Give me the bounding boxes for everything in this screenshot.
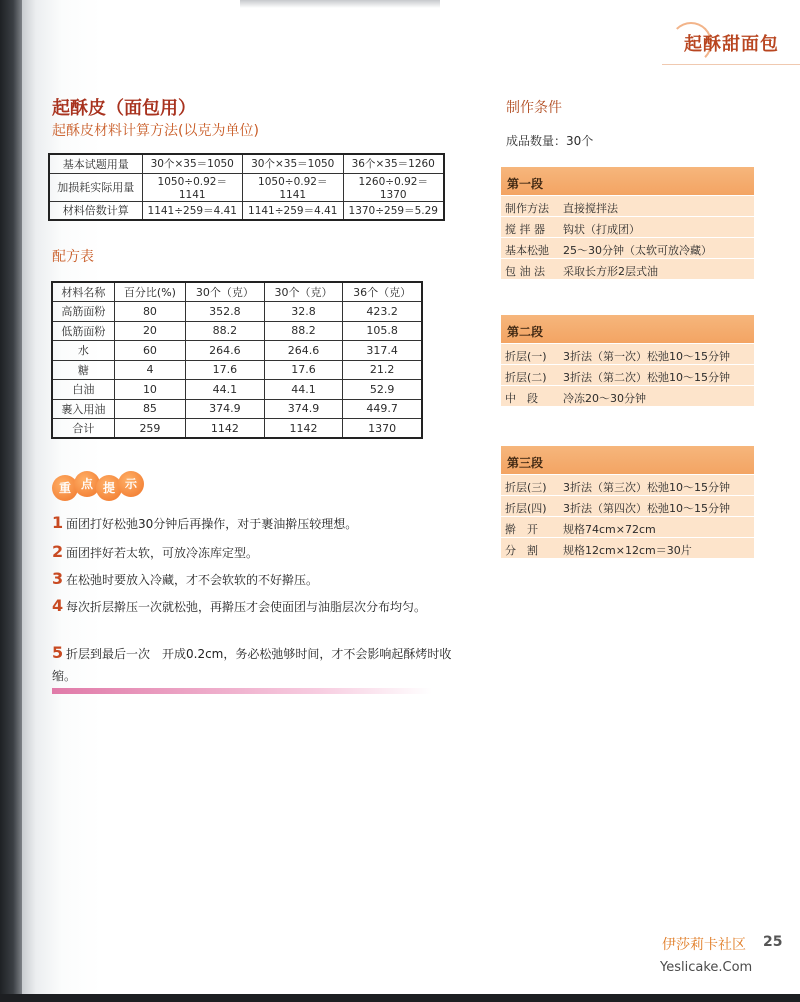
stage-value: 规格74cm×72cm [563, 523, 656, 536]
calc-table [48, 153, 445, 221]
page-bottom-edge [0, 994, 800, 1002]
stage-panel [501, 167, 754, 279]
stage-heading: 第一段 [501, 167, 754, 195]
table-cell: 44.1 [264, 380, 343, 400]
stage-key: 折层(一) [505, 350, 547, 363]
tip-badge: 点 [74, 471, 100, 497]
table-cell: 374.9 [186, 399, 265, 419]
stage-key: 包 油 法 [505, 265, 545, 278]
stage-row [501, 216, 754, 237]
column-header: 36个（克） [343, 282, 422, 302]
tip-text: 折层到最后一次 开成0.2cm，务必松弛够时间，才不会影响起酥烤时收缩。 [52, 647, 452, 683]
table-cell: 20 [114, 321, 185, 341]
stage-row [501, 195, 754, 216]
calc-method-title: 起酥皮材料计算方法(以克为单位) [52, 123, 259, 139]
table-cell: 1142 [186, 419, 265, 439]
table-row [52, 380, 422, 400]
book-binding [0, 0, 24, 1002]
table-cell: 水 [52, 341, 114, 361]
tip-badge: 重 [52, 475, 78, 501]
stage-panel [501, 315, 754, 406]
stage-key: 折层(四) [505, 502, 547, 515]
table-cell: 1050÷0.92＝1141 [243, 173, 344, 201]
table-cell: 317.4 [343, 341, 422, 361]
table-cell: 264.6 [186, 341, 265, 361]
formula-table [51, 281, 423, 439]
table-cell: 1050÷0.92＝1141 [142, 173, 243, 201]
table-cell: 30个×35＝1050 [142, 154, 243, 173]
stage-value: 采取长方形2层式油 [563, 265, 658, 278]
tip-item [52, 642, 467, 687]
table-cell: 糖 [52, 360, 114, 380]
table-cell: 88.2 [264, 321, 343, 341]
table-cell: 10 [114, 380, 185, 400]
table-cell: 80 [114, 302, 185, 322]
tip-text: 每次折层擀压一次就松弛，再擀压才会使面团与油脂层次分布均匀。 [66, 600, 427, 614]
stage-key: 基本松弛 [505, 244, 549, 257]
table-cell: 36个×35＝1260 [343, 154, 444, 173]
table-row [52, 360, 422, 380]
tip-number: 3 [52, 569, 64, 588]
stage-heading: 第二段 [501, 315, 754, 343]
table-row [49, 154, 444, 173]
stage-value: 冷冻20～30分钟 [563, 392, 646, 405]
table-cell: 1260÷0.92＝1370 [343, 173, 444, 201]
stage-key: 折层(二) [505, 371, 547, 384]
table-cell: 白油 [52, 380, 114, 400]
table-cell: 1370÷259＝5.29 [343, 201, 444, 220]
stage-value: 3折法（第三次）松弛10～15分钟 [563, 481, 730, 494]
stage-row [501, 537, 754, 558]
table-row [49, 201, 444, 220]
stage-row [501, 364, 754, 385]
table-row [52, 419, 422, 439]
tip-number: 2 [52, 542, 64, 561]
table-cell: 352.8 [186, 302, 265, 322]
tip-item [52, 595, 467, 618]
table-cell: 低筋面粉 [52, 321, 114, 341]
table-cell: 32.8 [264, 302, 343, 322]
stage-row [501, 343, 754, 364]
table-cell: 60 [114, 341, 185, 361]
table-cell: 裹入用油 [52, 399, 114, 419]
table-cell: 30个×35＝1050 [243, 154, 344, 173]
table-cell: 449.7 [343, 399, 422, 419]
row-label: 基本试题用量 [49, 154, 142, 173]
tip-text: 面团拌好若太软，可放冷冻库定型。 [66, 546, 259, 560]
table-cell: 105.8 [343, 321, 422, 341]
formula-title: 配方表 [52, 249, 94, 265]
recipe-title: 起酥皮（面包用） [52, 98, 196, 119]
tip-number: 5 [52, 643, 64, 662]
table-cell: 85 [114, 399, 185, 419]
row-label: 加损耗实际用量 [49, 173, 142, 201]
table-cell: 合计 [52, 419, 114, 439]
row-label: 材料倍数计算 [49, 201, 142, 220]
table-cell: 259 [114, 419, 185, 439]
table-cell: 21.2 [343, 360, 422, 380]
table-header-row [52, 282, 422, 302]
stage-value: 3折法（第四次）松弛10～15分钟 [563, 502, 730, 515]
stage-row [501, 385, 754, 406]
page-number: 25 [763, 934, 783, 950]
stage-panel [501, 446, 754, 558]
stage-row [501, 516, 754, 537]
column-header: 30个（克） [186, 282, 265, 302]
table-cell: 1370 [343, 419, 422, 439]
header-divider [662, 64, 800, 65]
table-cell: 88.2 [186, 321, 265, 341]
footer-website: Yeslicake.Com [660, 960, 753, 975]
table-row [49, 173, 444, 201]
stage-row [501, 474, 754, 495]
table-cell: 44.1 [186, 380, 265, 400]
tip-badge: 提 [96, 475, 122, 501]
scan-smudge [240, 0, 440, 8]
table-row [52, 321, 422, 341]
table-cell: 264.6 [264, 341, 343, 361]
tip-item [52, 568, 467, 591]
conditions-title: 制作条件 [506, 100, 562, 116]
stage-row [501, 495, 754, 516]
tip-number: 4 [52, 596, 64, 615]
table-cell: 17.6 [186, 360, 265, 380]
tip-number: 1 [52, 513, 64, 532]
stage-value: 25～30分钟（太软可放冷藏） [563, 244, 712, 257]
column-header: 材料名称 [52, 282, 114, 302]
decorative-bar [52, 688, 432, 694]
tip-text: 面团打好松弛30分钟后再操作，对于裹油擀压较理想。 [66, 517, 358, 531]
tip-text: 在松弛时要放入冷藏，才不会软软的不好擀压。 [66, 573, 319, 587]
stage-key: 中 段 [505, 392, 538, 405]
stage-row [501, 237, 754, 258]
table-row [52, 302, 422, 322]
stage-row [501, 258, 754, 279]
table-cell: 423.2 [343, 302, 422, 322]
chapter-title: 起酥甜面包 [684, 34, 779, 55]
column-header: 百分比(%) [114, 282, 185, 302]
stage-value: 直接搅拌法 [563, 202, 618, 215]
table-cell: 374.9 [264, 399, 343, 419]
stage-key: 搅 拌 器 [505, 223, 545, 236]
column-header: 30个（克） [264, 282, 343, 302]
stage-key: 擀 开 [505, 523, 538, 536]
table-cell: 17.6 [264, 360, 343, 380]
stage-key: 分 割 [505, 544, 538, 557]
table-cell: 1141÷259＝4.41 [243, 201, 344, 220]
stage-value: 规格12cm×12cm＝30片 [563, 544, 692, 557]
table-cell: 1142 [264, 419, 343, 439]
table-row [52, 399, 422, 419]
stage-value: 3折法（第一次）松弛10～15分钟 [563, 350, 730, 363]
table-cell: 4 [114, 360, 185, 380]
stage-value: 钩状（打成团） [563, 223, 640, 236]
table-cell: 52.9 [343, 380, 422, 400]
table-cell: 高筋面粉 [52, 302, 114, 322]
footer-brand: 伊莎莉卡社区 [662, 937, 746, 953]
tip-badge: 示 [118, 471, 144, 497]
stage-value: 3折法（第二次）松弛10～15分钟 [563, 371, 730, 384]
tip-item [52, 512, 467, 535]
stage-key: 制作方法 [505, 202, 549, 215]
stage-key: 折层(三) [505, 481, 547, 494]
quantity-text: 成品数量：30个 [506, 134, 594, 148]
stage-heading: 第三段 [501, 446, 754, 474]
tip-item [52, 541, 467, 564]
table-row [52, 341, 422, 361]
table-cell: 1141÷259＝4.41 [142, 201, 243, 220]
